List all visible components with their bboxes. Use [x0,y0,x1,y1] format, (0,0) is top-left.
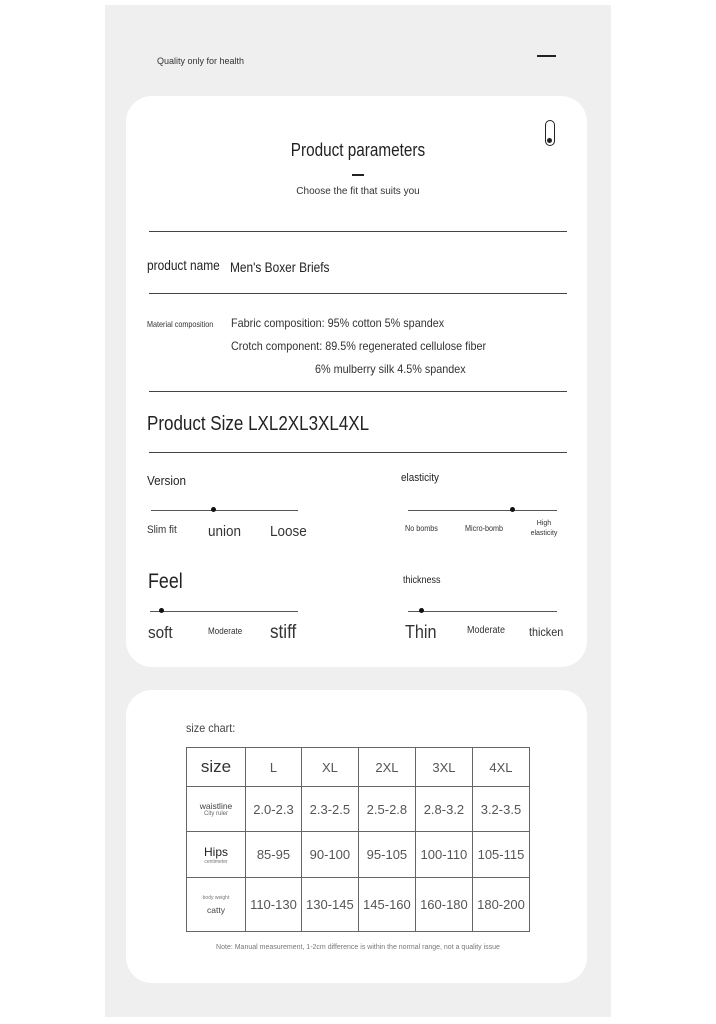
table-cell: 145-160 [358,878,415,932]
version-option: Loose [270,523,307,540]
size-table [186,747,530,932]
feel-slider-marker [159,608,164,613]
thickness-option: thicken [529,625,564,639]
material-line: Fabric composition: 95% cotton 5% spandex [231,316,445,330]
table-cell: 105-115 [472,832,529,878]
divider [149,452,567,453]
row-label-cell [187,878,246,932]
table-header-cell: size [187,748,246,787]
product-name-label: product name [147,257,220,273]
elasticity-option: High elasticity [530,520,558,537]
table-cell: 2.8-3.2 [415,787,472,832]
thickness-slider-track [408,611,557,612]
size-chart-label: size chart: [186,721,236,735]
product-size-heading: Product Size LXL2XL3XL4XL [147,413,370,435]
material-line: Crotch component: 89.5% regenerated cellulose fiber [231,339,487,353]
version-slider-marker [211,507,216,512]
material-label: Material composition [147,319,214,329]
table-cell: 2.0-2.3 [246,787,302,832]
table-cell: 2.5-2.8 [358,787,415,832]
elasticity-label: elasticity [401,472,439,484]
table-cell: 90-100 [301,832,358,878]
row-sublabel: centimeter [204,858,228,865]
version-option: union [208,523,242,540]
table-cell: 110-130 [246,878,302,932]
row-label: waistline [199,801,233,811]
row-sublabel: City ruler [203,811,228,817]
row-label: Hips [203,844,228,859]
thickness-option: Thin [405,622,437,642]
feel-option: Moderate [208,626,243,636]
table-header-cell: L [246,748,302,787]
page-title: Product parameters [290,140,426,160]
table-cell: 130-145 [301,878,358,932]
title-divider [352,174,364,176]
table-header-cell: 3XL [415,748,472,787]
row-label: catty [207,904,225,915]
divider [149,391,567,392]
feel-label: Feel [148,570,183,593]
feel-slider-track [150,611,298,612]
row-sublabel: body weight [202,894,230,901]
divider [149,293,567,294]
product-name-value: Men's Boxer Briefs [230,259,330,275]
table-row [187,832,530,878]
table-cell: 180-200 [472,878,529,932]
elasticity-option: Micro-bomb [465,524,504,533]
page-subtitle: Choose the fit that suits you [296,186,420,197]
elasticity-option: No bombs [405,524,438,533]
version-label: Version [147,473,187,488]
table-cell: 85-95 [246,832,302,878]
table-cell: 100-110 [415,832,472,878]
feel-option: stiff [270,622,297,643]
table-header-row [187,748,530,787]
brand-tagline: Quality only for health [157,56,245,66]
table-cell: 3.2-3.5 [472,787,529,832]
feel-option: soft [148,623,173,642]
divider [149,231,567,232]
table-row [187,787,530,832]
table-header-cell: 4XL [472,748,529,787]
thickness-label: thickness [403,575,441,586]
thickness-option: Moderate [467,625,506,636]
elasticity-slider-marker [510,507,515,512]
table-cell: 95-105 [358,832,415,878]
table-cell: 160-180 [415,878,472,932]
measurement-note: Note: Manual measurement, 1-2cm difference is within the normal range, not a quality issue [216,944,500,951]
thickness-slider-marker [419,608,424,613]
hamburger-icon[interactable] [537,55,556,57]
version-slider-track [151,510,298,511]
product-parameters-card [126,96,587,667]
table-header-cell: XL [301,748,358,787]
material-line: 6% mulberry silk 4.5% spandex [315,362,466,376]
row-label-cell [187,787,246,832]
version-option: Slim fit [147,524,177,536]
table-row [187,878,530,932]
table-cell: 2.3-2.5 [301,787,358,832]
row-label-cell [187,832,246,878]
elasticity-slider-track [408,510,557,511]
table-header-cell: 2XL [358,748,415,787]
